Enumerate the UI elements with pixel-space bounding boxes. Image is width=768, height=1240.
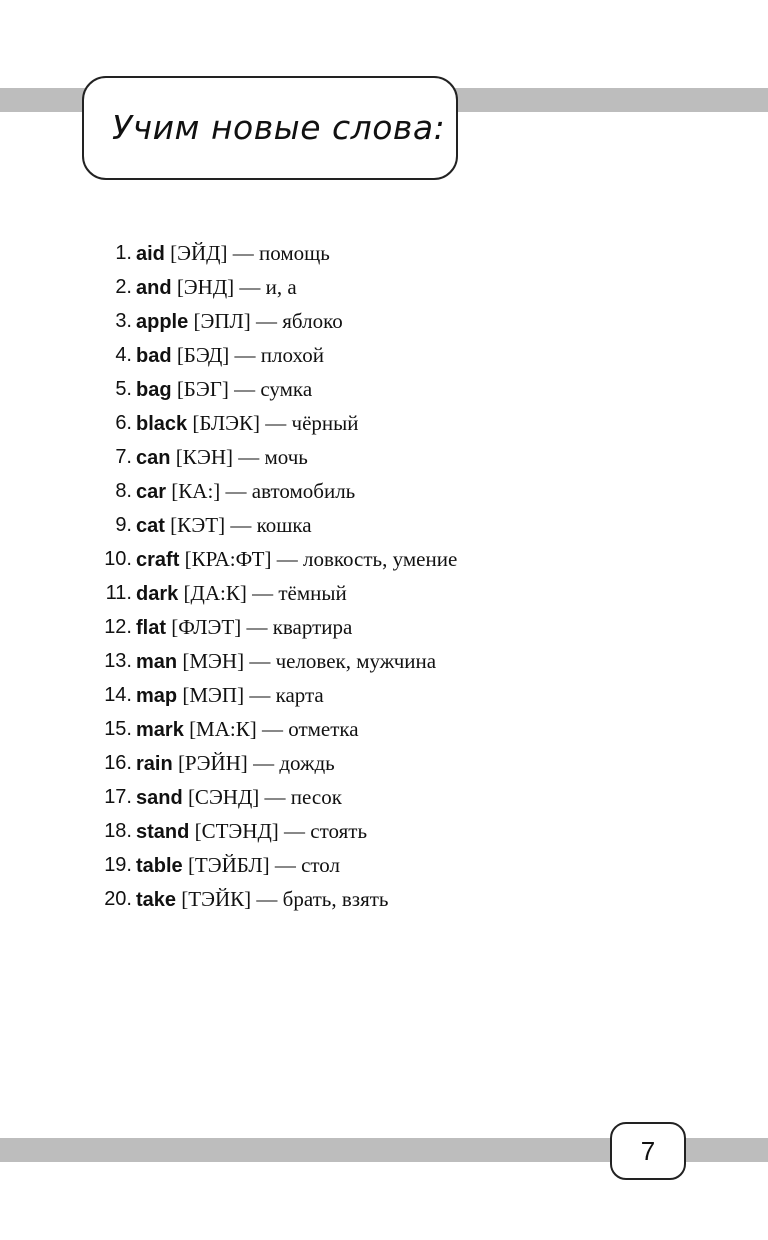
- russian-translation: тёмный: [278, 581, 347, 605]
- english-word: cat: [136, 515, 165, 537]
- transcription: [БЭД]: [176, 343, 230, 367]
- transcription: [СЭНД]: [187, 785, 260, 809]
- page-number: 7: [640, 1136, 656, 1166]
- transcription: [СТЭНД]: [194, 819, 279, 843]
- dash-separator: —: [246, 581, 279, 605]
- item-number: 19.: [104, 854, 132, 876]
- transcription: [БЭГ]: [176, 377, 229, 401]
- vocabulary-list: [0, 236, 768, 916]
- item-number: 14.: [104, 684, 132, 706]
- russian-translation: помощь: [259, 241, 330, 265]
- vocabulary-item: [0, 542, 768, 576]
- transcription: [ЭНД]: [176, 275, 235, 299]
- dash-separator: —: [256, 717, 289, 741]
- item-body: [136, 746, 335, 781]
- vocabulary-item: [0, 780, 768, 814]
- item-body: [136, 270, 297, 305]
- russian-translation: сумка: [260, 377, 313, 401]
- item-body: [136, 848, 340, 883]
- english-word: black: [136, 413, 188, 435]
- transcription: [КЭН]: [175, 445, 233, 469]
- vocabulary-item: [0, 848, 768, 882]
- english-word: take: [136, 889, 177, 911]
- item-number: 13.: [104, 650, 132, 672]
- transcription: [БЛЭК]: [192, 411, 261, 435]
- item-body: [136, 882, 388, 917]
- page-number-box: [610, 1122, 686, 1180]
- dash-separator: —: [251, 887, 283, 911]
- item-body: [136, 678, 324, 713]
- dash-separator: —: [241, 615, 273, 639]
- dash-separator: —: [227, 241, 259, 265]
- transcription: [МА:К]: [189, 717, 257, 741]
- item-body: [136, 576, 347, 611]
- english-word: car: [136, 481, 167, 503]
- english-word: can: [136, 447, 171, 469]
- vocabulary-item: [0, 474, 768, 508]
- transcription: [ТЭЙК]: [181, 887, 252, 911]
- vocabulary-item: [0, 644, 768, 678]
- item-number: 9.: [115, 514, 132, 536]
- item-body: [136, 542, 457, 577]
- vocabulary-item: [0, 304, 768, 338]
- english-word: apple: [136, 311, 189, 333]
- english-word: craft: [136, 549, 180, 571]
- item-number: 12.: [104, 616, 132, 638]
- dash-separator: —: [247, 751, 280, 775]
- vocabulary-item: [0, 508, 768, 542]
- dash-separator: —: [244, 649, 276, 673]
- dash-separator: —: [259, 785, 291, 809]
- item-number: 20.: [104, 888, 132, 910]
- item-number: 1.: [115, 242, 132, 264]
- item-body: [136, 610, 352, 645]
- russian-translation: мочь: [264, 445, 308, 469]
- russian-translation: брать, взять: [282, 887, 389, 911]
- item-body: [136, 712, 359, 747]
- item-body: [136, 304, 343, 339]
- english-word: flat: [136, 617, 166, 639]
- dash-separator: —: [228, 377, 261, 401]
- transcription: [ФЛЭТ]: [171, 615, 242, 639]
- english-word: sand: [136, 787, 183, 809]
- dash-separator: —: [233, 445, 265, 469]
- item-number: 3.: [115, 310, 132, 332]
- item-body: [136, 474, 355, 509]
- item-number: 11.: [105, 582, 132, 604]
- transcription: [МЭП]: [182, 683, 245, 707]
- russian-translation: дождь: [279, 751, 335, 775]
- item-number: 4.: [115, 344, 132, 366]
- item-number: 15.: [104, 718, 132, 740]
- english-word: dark: [136, 583, 179, 605]
- russian-translation: ловкость, умение: [303, 547, 458, 571]
- english-word: rain: [136, 753, 173, 775]
- russian-translation: отметка: [288, 717, 359, 741]
- transcription: [ЭЙД]: [170, 241, 228, 265]
- russian-translation: чёрный: [291, 411, 359, 435]
- transcription: [ДА:К]: [183, 581, 247, 605]
- dash-separator: —: [229, 343, 261, 367]
- russian-translation: песок: [290, 785, 342, 809]
- dash-separator: —: [250, 309, 283, 333]
- russian-translation: квартира: [272, 615, 353, 639]
- item-body: [136, 508, 312, 543]
- russian-translation: человек, мужчина: [275, 649, 437, 673]
- vocabulary-item: [0, 746, 768, 780]
- english-word: bad: [136, 345, 172, 367]
- russian-translation: и, а: [265, 275, 297, 299]
- vocabulary-item: [0, 440, 768, 474]
- vocabulary-item: [0, 406, 768, 440]
- item-number: 18.: [104, 820, 132, 842]
- dash-separator: —: [220, 479, 252, 503]
- item-number: 10.: [104, 548, 132, 570]
- russian-translation: яблоко: [282, 309, 343, 333]
- russian-translation: карта: [275, 683, 324, 707]
- vocabulary-item: [0, 610, 768, 644]
- english-word: table: [136, 855, 183, 877]
- item-body: [136, 814, 367, 849]
- item-body: [136, 372, 312, 407]
- item-number: 16.: [104, 752, 132, 774]
- item-body: [136, 338, 324, 373]
- vocabulary-item: [0, 678, 768, 712]
- english-word: mark: [136, 719, 184, 741]
- dash-separator: —: [271, 547, 303, 571]
- item-body: [136, 406, 359, 441]
- vocabulary-item: [0, 236, 768, 270]
- item-number: 2.: [115, 276, 132, 298]
- transcription: [КА:]: [171, 479, 221, 503]
- vocabulary-item: [0, 372, 768, 406]
- transcription: [КРА:ФТ]: [184, 547, 272, 571]
- transcription: [ТЭЙБЛ]: [187, 853, 270, 877]
- page-title: Учим новые слова:: [112, 108, 446, 147]
- english-word: map: [136, 685, 178, 707]
- russian-translation: стол: [301, 853, 340, 877]
- item-number: 7.: [115, 446, 132, 468]
- english-word: and: [136, 277, 172, 299]
- transcription: [РЭЙН]: [177, 751, 248, 775]
- transcription: [ЭПЛ]: [193, 309, 251, 333]
- dash-separator: —: [278, 819, 311, 843]
- vocabulary-item: [0, 270, 768, 304]
- vocabulary-item: [0, 576, 768, 610]
- vocabulary-item: [0, 814, 768, 848]
- english-word: aid: [136, 243, 165, 265]
- item-body: [136, 644, 436, 679]
- russian-translation: стоять: [310, 819, 368, 843]
- vocabulary-item: [0, 712, 768, 746]
- vocabulary-item: [0, 338, 768, 372]
- item-number: 5.: [115, 378, 132, 400]
- dash-separator: —: [234, 275, 266, 299]
- item-number: 17.: [104, 786, 132, 808]
- item-body: [136, 780, 342, 815]
- transcription: [МЭН]: [182, 649, 245, 673]
- dash-separator: —: [269, 853, 302, 877]
- english-word: stand: [136, 821, 190, 843]
- item-number: 6.: [115, 412, 132, 434]
- transcription: [КЭТ]: [170, 513, 226, 537]
- title-box: [82, 76, 458, 180]
- dash-separator: —: [225, 513, 257, 537]
- item-body: [136, 440, 308, 475]
- russian-translation: автомобиль: [251, 479, 356, 503]
- english-word: man: [136, 651, 178, 673]
- item-body: [136, 236, 330, 271]
- dash-separator: —: [260, 411, 292, 435]
- dash-separator: —: [244, 683, 276, 707]
- item-number: 8.: [115, 480, 132, 502]
- english-word: bag: [136, 379, 172, 401]
- vocabulary-item: [0, 882, 768, 916]
- russian-translation: плохой: [260, 343, 324, 367]
- russian-translation: кошка: [256, 513, 312, 537]
